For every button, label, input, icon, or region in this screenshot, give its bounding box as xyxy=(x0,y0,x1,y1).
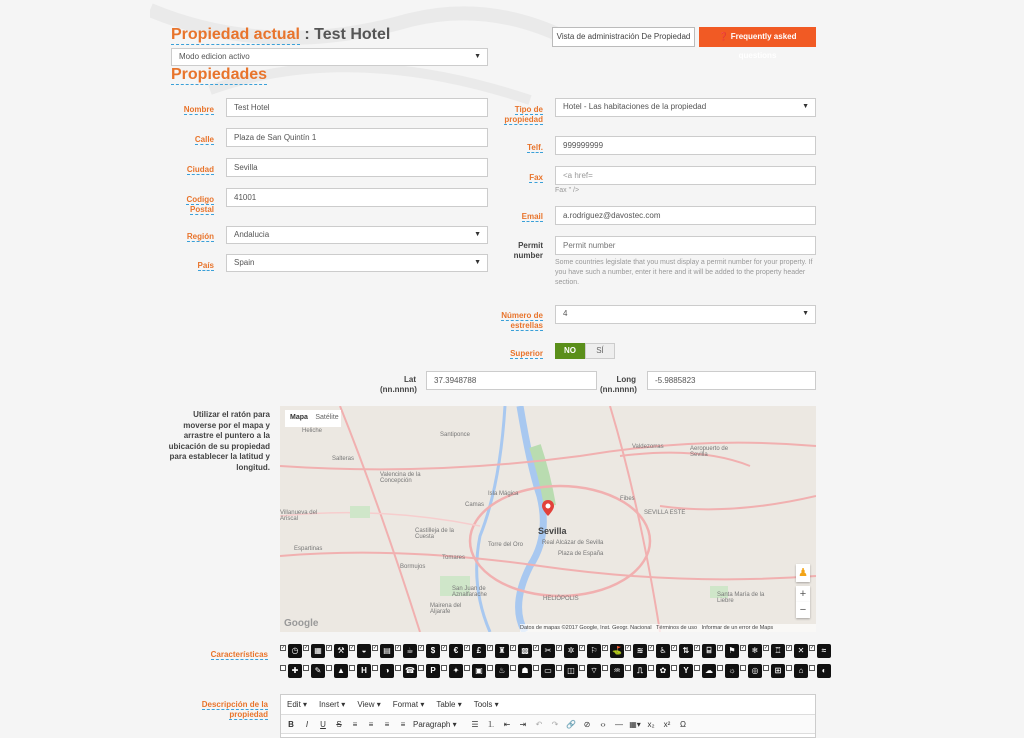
feature-checkbox[interactable]: ✓ xyxy=(626,645,631,651)
feature-item xyxy=(372,664,395,680)
editor-toolbar xyxy=(281,715,815,734)
feature-item xyxy=(556,664,579,680)
tennis-icon: ◐ xyxy=(817,664,831,678)
long-input[interactable]: -5.9885823 xyxy=(647,371,816,390)
fax-input[interactable]: <a href= xyxy=(555,166,816,185)
current-property-label: Propiedad actual xyxy=(171,26,300,43)
feature-checkbox[interactable] xyxy=(441,665,447,671)
permit-label: Permit number xyxy=(513,241,543,260)
feature-checkbox[interactable]: ✓ xyxy=(580,645,585,651)
feature-item xyxy=(602,644,625,660)
dropdown-arrow-icon: ▼ xyxy=(802,310,809,317)
google-logo: Google xyxy=(284,618,319,629)
redo-icon[interactable]: ↷ xyxy=(551,719,559,729)
feature-item xyxy=(694,644,717,660)
features-label: Características xyxy=(210,650,268,659)
mode-select[interactable] xyxy=(171,48,488,66)
map-tab-satelite[interactable]: Satélite xyxy=(313,410,341,427)
dollar-icon: $ xyxy=(426,644,440,658)
dryer-icon: ✂ xyxy=(541,644,555,658)
feature-item xyxy=(809,664,832,680)
lat-label: Lat (nn.nnnn) xyxy=(380,375,417,394)
map-label-sevilla: Sevilla xyxy=(538,526,567,536)
mountain-icon: ▲ xyxy=(334,664,348,678)
feature-item xyxy=(625,664,648,680)
dropdown-arrow-icon: ▼ xyxy=(474,259,481,266)
map-label-bormujos: Bormujos xyxy=(400,564,426,570)
grid-icon: ▩ xyxy=(518,644,532,658)
map-label-plaza-espana: Plaza de España xyxy=(558,551,604,557)
superscript-icon[interactable]: x² xyxy=(663,719,671,729)
feature-item xyxy=(303,644,326,660)
tea-icon: ☕ xyxy=(403,644,417,658)
map-label-espartinas: Espartinas xyxy=(294,546,323,552)
feature-item xyxy=(487,644,510,660)
features-row-1 xyxy=(280,644,832,660)
long-label: Long (nn.nnnn) xyxy=(600,375,637,394)
restaurant-icon: ✦ xyxy=(449,664,463,678)
clock-icon: ◷ xyxy=(288,644,302,658)
superior-no-toggle[interactable]: NO xyxy=(555,343,585,359)
feature-checkbox[interactable]: ✓ xyxy=(695,645,700,651)
radio-icon: ◫ xyxy=(564,664,578,678)
elevator-icon: ⇅ xyxy=(679,644,693,658)
feature-item xyxy=(395,644,418,660)
feature-checkbox[interactable] xyxy=(556,665,562,671)
feature-checkbox[interactable] xyxy=(786,665,792,671)
map-instructions: Utilizar el ratón para moverse por el mapa y arrastre el puntero a la ubicación de su propiedad para establecer la latitud y longitud. xyxy=(168,410,270,472)
tipo-select-value: Hotel - Las habitaciones de la propiedad xyxy=(563,102,707,111)
feature-checkbox[interactable] xyxy=(349,665,355,671)
feature-checkbox[interactable]: ✓ xyxy=(741,645,746,651)
map-label-heliche: Heliche xyxy=(302,428,323,434)
swim-icon: ≈ xyxy=(817,644,831,658)
section-title xyxy=(171,66,267,84)
bar-icon: Y xyxy=(679,664,693,678)
feature-checkbox[interactable]: ✓ xyxy=(511,645,516,651)
editor-menubar xyxy=(281,695,815,715)
feature-item xyxy=(418,664,441,680)
indent-icon[interactable]: ⇥ xyxy=(519,719,527,729)
feature-checkbox[interactable] xyxy=(579,665,585,671)
feature-item xyxy=(740,644,763,660)
feature-checkbox[interactable]: ✓ xyxy=(534,645,539,651)
feature-item xyxy=(786,644,809,660)
hairdryer-icon: ✎ xyxy=(311,664,325,678)
map-label-mairena: Mairena del Aljarafe xyxy=(430,603,462,615)
email-input[interactable]: a.rodriguez@davostec.com xyxy=(555,206,816,225)
feature-item xyxy=(579,644,602,660)
feature-checkbox[interactable]: ✓ xyxy=(373,645,378,651)
feature-checkbox[interactable]: ✓ xyxy=(787,645,792,651)
feature-item xyxy=(740,664,763,680)
paragraph-select[interactable]: Paragraph ▾ xyxy=(413,719,457,729)
question-circle-icon: ❓ xyxy=(718,32,729,41)
map-label-salteras: Salteras xyxy=(332,456,355,462)
faq-button-label: Frequently asked questions xyxy=(730,32,797,60)
feature-item xyxy=(648,664,671,680)
group-icon: ♜ xyxy=(495,644,509,658)
map-label-tomares: Tomares xyxy=(442,555,466,561)
feature-item xyxy=(763,644,786,660)
map-label-castilleja: Castilleja de la Cuesta xyxy=(415,528,455,540)
feature-checkbox[interactable]: ✓ xyxy=(442,645,447,651)
feature-item xyxy=(441,644,464,660)
outdent-icon[interactable]: ⇤ xyxy=(503,719,511,729)
map-marker-icon[interactable] xyxy=(542,500,554,516)
feature-checkbox[interactable]: ✓ xyxy=(396,645,401,651)
location-map[interactable] xyxy=(280,406,816,632)
italic-icon[interactable]: I xyxy=(305,719,309,729)
feature-checkbox[interactable] xyxy=(464,665,470,671)
feature-item xyxy=(510,664,533,680)
euro-icon: € xyxy=(449,644,463,658)
map-label-torre-oro: Torre del Oro xyxy=(488,542,524,548)
fan-icon: ✲ xyxy=(564,644,578,658)
telf-label: Telf. xyxy=(527,143,543,152)
feature-checkbox[interactable]: ✓ xyxy=(327,645,332,651)
feature-item xyxy=(510,644,533,660)
feature-checkbox[interactable]: ✓ xyxy=(718,645,723,651)
description-label: Descripción de la propiedad xyxy=(201,700,268,719)
strikethrough-icon[interactable]: S xyxy=(336,719,342,729)
feature-item xyxy=(625,644,648,660)
feature-item xyxy=(786,664,809,680)
map-footer-terms[interactable]: Términos de uso xyxy=(656,625,698,631)
dropdown-arrow-icon: ▼ xyxy=(474,53,481,60)
pound-icon: £ xyxy=(472,644,486,658)
region-label: Región xyxy=(186,232,214,241)
features-row-2 xyxy=(280,664,832,680)
gym-icon: ♨ xyxy=(495,664,509,678)
superior-label: Superior xyxy=(510,349,543,358)
wifi-icon: ⌔ xyxy=(587,664,601,678)
bold-icon[interactable]: B xyxy=(288,719,294,729)
feature-item xyxy=(441,664,464,680)
map-label-aeropuerto: Aeropuerto de Sevilla xyxy=(690,446,729,458)
phone-icon: ☎ xyxy=(403,664,417,678)
ironing-icon: ◑ xyxy=(380,664,394,678)
map-label-valencina: Valencina de la Concepción xyxy=(380,472,421,484)
feature-item xyxy=(326,644,349,660)
fax-label: Fax xyxy=(529,173,543,182)
feature-checkbox[interactable] xyxy=(809,665,815,671)
nombre-input[interactable]: Test Hotel xyxy=(226,98,488,117)
feature-item xyxy=(763,664,786,680)
stairs-icon: ▦ xyxy=(311,644,325,658)
feature-checkbox[interactable]: ✓ xyxy=(557,645,562,651)
feature-checkbox[interactable]: ✓ xyxy=(419,645,424,651)
feature-item xyxy=(418,644,441,660)
tipo-label: Tipo de propiedad xyxy=(504,105,543,124)
menu-insert[interactable]: Insert ▾ xyxy=(319,700,346,709)
pais-label: País xyxy=(197,261,214,270)
region-select[interactable] xyxy=(226,226,488,244)
undo-icon[interactable]: ↶ xyxy=(535,719,543,729)
current-property-value: Test Hotel xyxy=(314,26,391,43)
laundry-icon: ⌸ xyxy=(702,644,716,658)
code-icon[interactable]: ‹› xyxy=(600,719,606,729)
align-left-icon[interactable]: ≡ xyxy=(352,719,358,729)
dropdown-arrow-icon: ▼ xyxy=(474,231,481,238)
feature-checkbox[interactable] xyxy=(372,665,378,671)
sink-icon: ◒ xyxy=(357,644,371,658)
description-editor[interactable] xyxy=(280,694,816,738)
bath-icon: ⚑ xyxy=(725,644,739,658)
feature-item xyxy=(349,644,372,660)
map-label-san-juan: San Juan de Aznalfarache xyxy=(452,586,488,598)
tv-icon: ▭ xyxy=(541,664,555,678)
feature-item xyxy=(671,644,694,660)
map-label-camas: Camas xyxy=(465,502,485,508)
feature-item xyxy=(464,644,487,660)
feature-checkbox[interactable]: ✓ xyxy=(764,645,769,651)
feature-checkbox[interactable]: ✓ xyxy=(350,645,355,651)
align-right-icon[interactable]: ≡ xyxy=(384,719,390,729)
feature-checkbox[interactable]: ✓ xyxy=(304,645,309,651)
feature-checkbox[interactable]: ✓ xyxy=(488,645,493,651)
subscript-icon[interactable]: x₂ xyxy=(647,719,655,729)
ciudad-input[interactable]: Sevilla xyxy=(226,158,488,177)
admin-view-button[interactable]: Vista de administración De Propiedad xyxy=(552,27,695,47)
nombre-label: Nombre xyxy=(183,105,214,114)
align-center-icon[interactable]: ≡ xyxy=(368,719,374,729)
feature-checkbox[interactable] xyxy=(418,665,424,671)
feature-checkbox[interactable] xyxy=(740,665,746,671)
feature-checkbox[interactable] xyxy=(533,665,539,671)
ciudad-label: Ciudad xyxy=(186,165,214,174)
map-label-villanueva: Villanueva del Ariscal xyxy=(280,510,318,522)
pais-select-value: Spain xyxy=(234,258,255,267)
lat-input[interactable]: 37.3948788 xyxy=(426,371,597,390)
feature-item xyxy=(487,664,510,680)
feature-checkbox[interactable] xyxy=(395,665,401,671)
parking-icon: P xyxy=(426,664,440,678)
link-icon[interactable]: 🔗 xyxy=(566,719,576,729)
zoom-in-button[interactable]: + xyxy=(796,586,810,602)
feature-checkbox[interactable] xyxy=(510,665,516,671)
golf-icon: ⛳ xyxy=(610,644,624,658)
map-footer-report[interactable]: Informar de un error de Maps xyxy=(701,625,774,631)
map-label-fibes: Fibes xyxy=(620,496,635,502)
underline-icon[interactable]: U xyxy=(320,719,326,729)
feature-checkbox[interactable] xyxy=(763,665,769,671)
calle-input[interactable]: Plaza de San Quintín 1 xyxy=(226,128,488,147)
minibar-icon: ⊞ xyxy=(771,664,785,678)
faq-button[interactable] xyxy=(699,27,816,60)
align-justify-icon[interactable]: ≡ xyxy=(400,719,406,729)
feature-item xyxy=(326,664,349,680)
car-icon: ⚐ xyxy=(587,644,601,658)
feature-checkbox[interactable] xyxy=(717,665,723,671)
mode-select-value: Modo edicion activo xyxy=(179,52,250,61)
hospital-icon: H xyxy=(357,664,371,678)
balcony-icon: ⌂ xyxy=(794,664,808,678)
telf-input[interactable]: 999999999 xyxy=(555,136,816,155)
menu-table[interactable]: Table ▾ xyxy=(436,700,462,709)
map-footer-data: Datos de mapas ©2017 Google, Inst. Geogr. Nacional xyxy=(520,625,652,631)
feature-item xyxy=(303,664,326,680)
feature-item xyxy=(694,664,717,680)
estrellas-label: Número de estrellas xyxy=(501,311,543,330)
feature-item xyxy=(671,664,694,680)
numbered-list-icon[interactable]: ⒈ xyxy=(487,719,495,729)
map-tab-mapa[interactable]: Mapa xyxy=(285,410,313,427)
feature-item xyxy=(579,664,602,680)
feature-checkbox[interactable]: ✓ xyxy=(649,645,654,651)
permit-input[interactable] xyxy=(555,236,816,255)
feature-checkbox[interactable] xyxy=(303,665,309,671)
fax-note: Fax " /> xyxy=(555,187,580,194)
feature-checkbox[interactable] xyxy=(671,665,677,671)
signal-icon: ◎ xyxy=(748,664,762,678)
section-title-text: Propiedades xyxy=(171,66,268,83)
table-icon[interactable]: ▦▾ xyxy=(629,719,641,729)
feature-item xyxy=(717,644,740,660)
feature-item xyxy=(533,644,556,660)
menu-edit[interactable]: Edit ▾ xyxy=(287,700,308,709)
feature-item xyxy=(372,644,395,660)
map-label-valdezorras: Valdezorras xyxy=(632,444,664,450)
desk-icon: ⎍ xyxy=(633,664,647,678)
map-label-isla-magica: Isla Mágica xyxy=(488,491,519,497)
safe-icon: ▣ xyxy=(472,664,486,678)
unlink-icon[interactable]: ⊘ xyxy=(583,719,591,729)
calle-label: Calle xyxy=(194,135,214,144)
feature-item xyxy=(280,644,303,660)
title-separator: : xyxy=(304,26,310,43)
codigo-postal-label: Codigo Postal xyxy=(186,195,214,214)
page-title xyxy=(171,26,390,44)
codigo-postal-input[interactable]: 41001 xyxy=(226,188,488,207)
feature-item xyxy=(395,664,418,680)
hot-tub-icon: ≋ xyxy=(633,644,647,658)
special-char-icon[interactable]: Ω xyxy=(680,719,686,729)
beach-icon: ☼ xyxy=(725,664,739,678)
shower-icon: ▤ xyxy=(380,644,394,658)
estrellas-select-value: 4 xyxy=(563,309,568,318)
feature-checkbox[interactable] xyxy=(326,665,332,671)
pegman-icon[interactable]: ♟ xyxy=(796,564,810,582)
feature-checkbox[interactable] xyxy=(602,665,608,671)
feature-item xyxy=(280,664,303,680)
feature-checkbox[interactable] xyxy=(648,665,654,671)
pais-select[interactable] xyxy=(226,254,488,272)
bed-icon: ⚒ xyxy=(334,644,348,658)
map-label-alcazar: Real Alcázar de Sevilla xyxy=(542,540,604,546)
feature-item xyxy=(809,644,832,660)
bullet-list-icon[interactable]: ☰ xyxy=(471,719,479,729)
feature-item xyxy=(349,664,372,680)
map-label-santa-maria: Santa María de la Liebre xyxy=(717,592,765,604)
feature-checkbox[interactable] xyxy=(280,665,286,671)
feature-checkbox[interactable]: ✓ xyxy=(465,645,470,651)
map-label-heliopolis: HELIÓPOLIS xyxy=(543,596,579,602)
tipo-select[interactable] xyxy=(555,98,816,117)
feature-checkbox[interactable]: ✓ xyxy=(672,645,677,651)
feature-checkbox[interactable] xyxy=(694,665,700,671)
spa-icon: ☁ xyxy=(702,664,716,678)
permit-help: Some countries legislate that you must display a permit number for your property. If you have such a number, enter it here and it will be added to the property header section. xyxy=(555,259,813,286)
snowflake-icon: ❄ xyxy=(748,644,762,658)
dropdown-arrow-icon: ▼ xyxy=(802,103,809,110)
menu-view[interactable]: View ▾ xyxy=(357,700,381,709)
wheelchair-icon: ♿ xyxy=(656,644,670,658)
feature-checkbox[interactable]: ✓ xyxy=(281,645,286,651)
sauna-icon: ♒ xyxy=(610,664,624,678)
estrellas-select[interactable] xyxy=(555,305,816,324)
bbq-icon: ✕ xyxy=(794,644,808,658)
castle-icon: ♖ xyxy=(771,644,785,658)
feature-checkbox[interactable]: ✓ xyxy=(603,645,608,651)
feature-item xyxy=(648,644,671,660)
feature-item xyxy=(556,644,579,660)
feature-item xyxy=(717,664,740,680)
feature-item xyxy=(533,664,556,680)
email-label: Email xyxy=(521,212,543,221)
feature-checkbox[interactable] xyxy=(487,665,493,671)
map-label-sevilla-este: SEVILLA ESTE xyxy=(644,510,686,516)
horizontal-rule-icon[interactable]: — xyxy=(615,719,623,729)
menu-format[interactable]: Format ▾ xyxy=(392,700,425,709)
feature-checkbox[interactable]: ✓ xyxy=(810,645,815,651)
superior-si-toggle[interactable]: SÍ xyxy=(585,343,615,359)
kitchen-icon: ☗ xyxy=(518,664,532,678)
feature-checkbox[interactable] xyxy=(625,665,631,671)
zoom-out-button[interactable]: − xyxy=(796,602,810,618)
region-select-value: Andalucia xyxy=(234,230,270,239)
feature-item xyxy=(602,664,625,680)
menu-tools[interactable]: Tools ▾ xyxy=(473,700,499,709)
map-footer xyxy=(520,624,816,632)
feature-item xyxy=(464,664,487,680)
camera-icon: ✚ xyxy=(288,664,302,678)
pet-icon: ✿ xyxy=(656,664,670,678)
map-label-santiponce: Santiponce xyxy=(440,432,471,438)
